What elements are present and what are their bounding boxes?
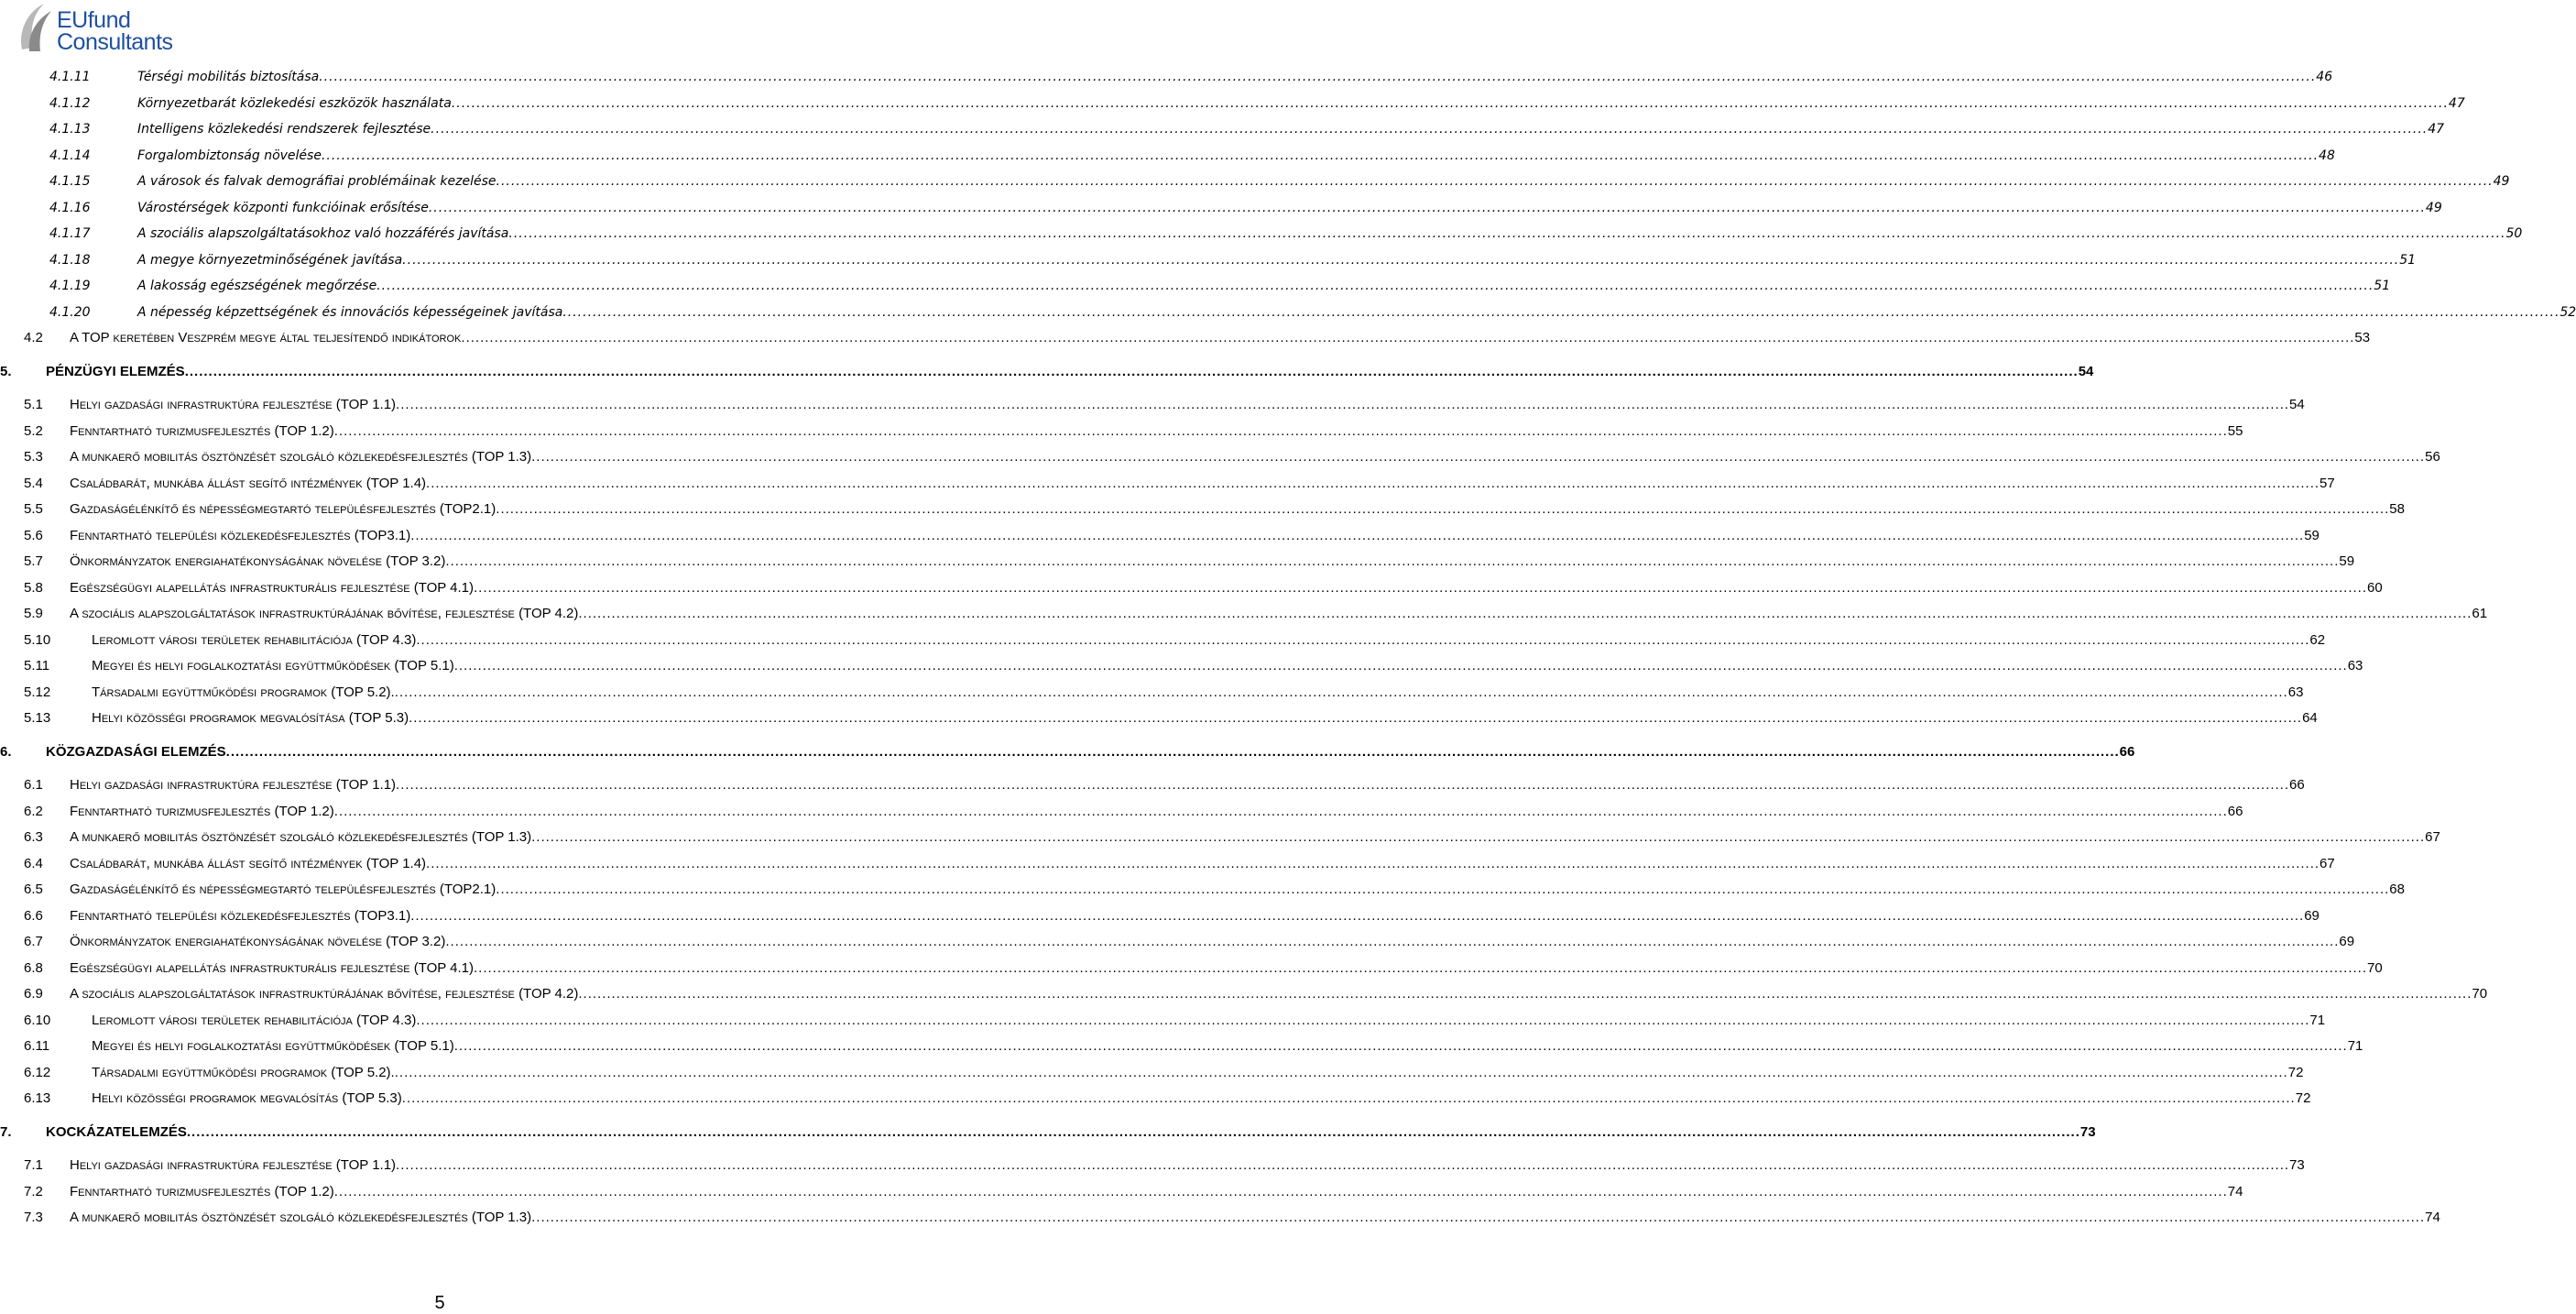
toc-entry-title: A TOP keretében Veszprém megye által teljesítendő indikátorok (70, 330, 462, 345)
toc-entry-number: 5.13 (24, 710, 51, 726)
logo-text-consultants: Consultants (57, 29, 173, 55)
toc-entry-number: 5.2 (24, 422, 43, 439)
toc-entry[interactable] (0, 683, 2304, 703)
toc-entry[interactable] (0, 578, 2383, 598)
toc-entry-title: Helyi gazdasági infrastruktúra fejlesztése (TOP 1.1) (70, 1157, 397, 1173)
toc-dot-leader: ................................................................................................................................................................................................................................................................................................................................................................................................................ (508, 226, 2506, 241)
toc-entry-title: A szociális alapszolgáltatásokhoz való hozzáférés javítása (137, 226, 509, 241)
toc-entry-title: Önkormányzatok energiahatékonyságának növelése (TOP 3.2) (70, 934, 446, 949)
toc-entry[interactable] (0, 1036, 2363, 1057)
toc-dot-leader: ................................................................................................................................................................................................................................................................................................................................................................................................................ (401, 1090, 2296, 1106)
toc-entry-number: 5.10 (24, 631, 51, 648)
toc-entry[interactable] (0, 362, 2094, 382)
toc-entry-title: Társadalmi együttműködési programok (TOP 5.2). (92, 1064, 395, 1080)
toc-entry-page: 47 (2448, 95, 2465, 111)
toc-entry-number: 6.8 (24, 959, 43, 976)
toc-entry-title: A munkaerő mobilitás ösztönzését szolgáló közlekedésfejlesztés (TOP 1.3) (70, 1210, 532, 1225)
toc-dot-leader: ................................................................................................................................................................................................................................................................................................................................................................................................................ (394, 684, 2288, 700)
toc-dot-leader: ................................................................................................................................................................................................................................................................................................................................................................................................................ (453, 658, 2348, 673)
toc-entry-title: Helyi gazdasági infrastruktúra fejlesztése (TOP 1.1) (70, 397, 397, 412)
toc-dot-leader: ................................................................................................................................................................................................................................................................................................................................................................................................................ (396, 397, 2290, 412)
toc-dot-leader: ................................................................................................................................................................................................................................................................................................................................................................................................................ (333, 422, 2228, 439)
toc-entry-page: 56 (2425, 449, 2440, 465)
toc-entry[interactable] (0, 1155, 2305, 1176)
toc-dot-leader: ................................................................................................................................................................................................................................................................................................................................................................................................................ (531, 449, 2426, 465)
toc-dot-leader: ................................................................................................................................................................................................................................................................................................................................................................................................................ (562, 304, 2560, 320)
toc-entry-title: Helyi közösségi programok megvalósítása (TOP 5.3) (92, 710, 409, 726)
toc-dot-leader: ................................................................................................................................................................................................................................................................................................................................................................................................................ (428, 200, 2426, 215)
toc-entry-number: 6.13 (24, 1090, 51, 1106)
toc-entry-page: 48 (2319, 148, 2335, 163)
toc-dot-leader: ................................................................................................................................................................................................................................................................................................................................................................................................................ (426, 855, 2320, 871)
toc-entry-number: 5.11 (24, 658, 50, 673)
toc-dot-leader: ................................................................................................................................................................................................................................................................................................................................................................................................................ (396, 1157, 2290, 1173)
toc-entry-page: 63 (2347, 658, 2363, 673)
toc-entry[interactable] (0, 395, 2305, 415)
toc-dot-leader: ................................................................................................................................................................................................................................................................................................................................................................................................................ (474, 959, 2368, 976)
toc-entry-page: 54 (2289, 397, 2305, 412)
toc-entry-title: Gazdaságélénkítő és népességmegtartó településfejlesztés (TOP2.1) (70, 881, 497, 897)
toc-entry-number: 4.1.12 (49, 95, 91, 111)
toc-entry-page: 66 (2289, 777, 2305, 793)
toc-entry-number: 6.7 (24, 934, 43, 949)
toc-entry-number: 6.12 (24, 1064, 51, 1080)
toc-entry-page: 50 (2505, 226, 2523, 241)
toc-entry-number: 4.1.15 (49, 174, 91, 189)
page-number: 5 (434, 1293, 445, 1313)
toc-entry[interactable] (0, 1182, 2243, 1202)
toc-dot-leader: ................................................................................................................................................................................................................................................................................................................................................................................................................ (377, 279, 2374, 293)
toc-entry-number: 6.9 (24, 986, 43, 1002)
toc-entry-number: 6.10 (24, 1012, 51, 1028)
toc-entry[interactable] (0, 526, 2319, 546)
toc-entry-title: A lakosság egészségének megőrzése (137, 279, 377, 293)
toc-dot-leader: ................................................................................................................................................................................................................................................................................................................................................................................................................ (453, 1038, 2348, 1054)
toc-entry-page: 54 (2078, 363, 2094, 379)
toc-entry[interactable] (0, 447, 2440, 467)
toc-entry-number: 6.11 (24, 1038, 50, 1054)
toc-entry-title: A munkaerő mobilitás ösztönzését szolgáló közlekedésfejlesztés (TOP 1.3) (70, 829, 532, 845)
toc-entry[interactable] (0, 827, 2440, 848)
toc-dot-leader: ................................................................................................................................................................................................................................................................................................................................................................................................................ (396, 777, 2290, 793)
toc-entry[interactable] (0, 119, 2445, 139)
toc-entry-title: A megye környezetminőségének javítása (137, 252, 403, 268)
toc-entry-number: 6.5 (24, 881, 43, 897)
toc-entry[interactable] (0, 604, 2488, 624)
toc-entry-page: 60 (2367, 579, 2383, 596)
toc-entry[interactable] (0, 880, 2405, 900)
toc-entry-page: 66 (2227, 803, 2243, 819)
toc-entry-number: 5.1 (24, 397, 43, 412)
toc-entry-number: 4.1.14 (49, 148, 91, 163)
toc-entry-title: KOCKÁZATELEMZÉS (46, 1123, 187, 1140)
toc-entry-title: Leromlott városi területek rehabilitációja (TOP 4.3) (92, 631, 417, 648)
toc-entry-number: 5.7 (24, 553, 43, 569)
toc-entry-number: 7.1 (24, 1157, 43, 1173)
toc-dot-leader: ................................................................................................................................................................................................................................................................................................................................................................................................................ (416, 631, 2310, 648)
toc-entry-page: 58 (2389, 501, 2405, 517)
toc-entry-page: 70 (2367, 959, 2383, 976)
toc-entry[interactable] (0, 422, 2243, 442)
toc-dot-leader: ................................................................................................................................................................................................................................................................................................................................................................................................................ (445, 553, 2340, 569)
toc-entry-number: 5.3 (24, 449, 43, 465)
toc-entry-page: 49 (2493, 174, 2510, 189)
toc-dot-leader: ................................................................................................................................................................................................................................................................................................................................................................................................................ (402, 252, 2400, 268)
toc-entry[interactable] (0, 499, 2405, 520)
toc-entry-page: 47 (2428, 122, 2445, 137)
toc-entry[interactable] (0, 742, 2135, 762)
toc-entry-title: Helyi gazdasági infrastruktúra fejlesztése (TOP 1.1) (70, 777, 397, 793)
toc-dot-leader: ................................................................................................................................................................................................................................................................................................................................................................................................................ (451, 95, 2449, 111)
toc-entry-number: 5.4 (24, 475, 43, 491)
toc-entry[interactable] (0, 775, 2305, 795)
toc-dot-leader: ................................................................................................................................................................................................................................................................................................................................................................................................................ (474, 579, 2368, 596)
toc-entry-title: Környezetbarát közlekedési eszközök használata (137, 95, 452, 111)
toc-entry-title: Megyei és helyi foglalkoztatási együttműködések (TOP 5.1) (92, 1038, 454, 1054)
toc-dot-leader: ................................................................................................................................................................................................................................................................................................................................................................................................................ (409, 710, 2303, 726)
toc-dot-leader: ................................................................................................................................................................................................................................................................................................................................................................................................................ (445, 934, 2340, 949)
toc-entry-title: Társadalmi együttműködési programok (TOP 5.2). (92, 684, 395, 700)
toc-entry-page: 73 (2079, 1123, 2096, 1140)
toc-entry-title: KÖZGAZDASÁGI ELEMZÉS (46, 743, 226, 760)
toc-dot-leader: ................................................................................................................................................................................................................................................................................................................................................................................................................ (496, 174, 2494, 189)
toc-entry-page: 72 (2295, 1090, 2311, 1106)
toc-entry[interactable] (0, 1208, 2440, 1228)
toc-entry-title: Egészségügyi alapellátás infrastrukturális fejlesztése (TOP 4.1) (70, 959, 475, 976)
toc-entry[interactable] (0, 302, 2576, 323)
toc-entry-number: 5.6 (24, 527, 43, 543)
toc-entry[interactable] (0, 276, 2391, 296)
toc-entry-title: Fenntartható turizmusfejlesztés (TOP 1.2) (70, 422, 334, 439)
toc-entry-title: A munkaerő mobilitás ösztönzését szolgáló közlekedésfejlesztés (TOP 1.3) (70, 449, 532, 465)
toc-dot-leader: ................................................................................................................................................................................................................................................................................................................................................................................................................ (578, 986, 2472, 1002)
toc-entry-number: 4.2 (24, 330, 43, 345)
toc-dot-leader: ................................................................................................................................................................................................................................................................................................................................................................................................................ (225, 743, 2120, 760)
toc-entry-number: 4.1.19 (49, 279, 91, 293)
toc-entry-number: 4.1.18 (49, 252, 91, 268)
toc-entry-title: Leromlott városi területek rehabilitációja (TOP 4.3) (92, 1012, 417, 1028)
toc-entry-title: Helyi közösségi programok megvalósítás (TOP 5.3) (92, 1090, 402, 1106)
toc-dot-leader: ................................................................................................................................................................................................................................................................................................................................................................................................................ (186, 1123, 2080, 1140)
toc-dot-leader: ................................................................................................................................................................................................................................................................................................................................................................................................................ (321, 148, 2319, 163)
toc-dot-leader: ................................................................................................................................................................................................................................................................................................................................................................................................................ (496, 501, 2390, 517)
toc-entry-page: 68 (2389, 881, 2405, 897)
toc-entry-page: 55 (2227, 422, 2243, 439)
toc-entry-number: 5.5 (24, 501, 43, 517)
toc-entry-number: 6.2 (24, 803, 43, 819)
toc-entry[interactable] (0, 250, 2417, 270)
toc-entry-title: Családbarát, munkába állást segítő intézmények (TOP 1.4) (70, 855, 427, 871)
toc-entry-page: 64 (2302, 710, 2318, 726)
toc-entry[interactable] (0, 67, 2333, 87)
toc-entry[interactable] (0, 854, 2335, 874)
toc-entry-number: 7. (0, 1123, 12, 1140)
toc-entry[interactable] (0, 198, 2442, 218)
toc-dot-leader: ................................................................................................................................................................................................................................................................................................................................................................................................................ (333, 803, 2228, 819)
toc-entry-title: A népesség képzettségének és innovációs képességeinek javítása (137, 304, 563, 320)
toc-entry[interactable] (0, 1063, 2304, 1083)
toc-dot-leader: ................................................................................................................................................................................................................................................................................................................................................................................................................ (394, 1064, 2288, 1080)
toc-dot-leader: ................................................................................................................................................................................................................................................................................................................................................................................................................ (496, 881, 2390, 897)
toc-entry-number: 7.2 (24, 1183, 43, 1199)
toc-entry-title: Gazdaságélénkítő és népességmegtartó településfejlesztés (TOP2.1) (70, 501, 497, 517)
toc-entry-page: 63 (2287, 684, 2304, 700)
toc-entry-number: 4.1.11 (49, 70, 91, 84)
toc-entry-page: 57 (2319, 475, 2335, 491)
toc-entry-title: Családbarát, munkába állást segítő intézmények (TOP 1.4) (70, 475, 427, 491)
toc-entry-title: Egészségügyi alapellátás infrastrukturális fejlesztése (TOP 4.1) (70, 579, 475, 596)
toc-entry-page: 59 (2339, 553, 2355, 569)
toc-entry-page: 49 (2425, 200, 2442, 215)
toc-dot-leader: ................................................................................................................................................................................................................................................................................................................................................................................................................ (319, 70, 2317, 84)
toc-entry[interactable] (0, 552, 2355, 572)
toc-entry-title: A szociális alapszolgáltatások infrastruktúrájának bővítése, fejlesztése (TOP 4.2) (70, 986, 579, 1002)
toc-entry-title: Forgalombiztonság növelése (137, 148, 322, 163)
toc-entry-title: Fenntartható települési közlekedésfejlesztés (TOP3.1) (70, 907, 411, 924)
toc-entry-number: 5. (0, 363, 12, 379)
toc-entry-page: 66 (2119, 743, 2135, 760)
toc-entry[interactable] (0, 474, 2335, 494)
toc-entry[interactable] (0, 171, 2510, 192)
toc-entry-page: 51 (2374, 279, 2391, 293)
toc-entry-page: 51 (2399, 252, 2417, 268)
toc-dot-leader: ................................................................................................................................................................................................................................................................................................................................................................................................................ (531, 829, 2426, 845)
toc-entry-title: Megyei és helyi foglalkoztatási együttműködések (TOP 5.1) (92, 658, 454, 673)
toc-entry-page: 69 (2304, 907, 2319, 924)
toc-dot-leader: ................................................................................................................................................................................................................................................................................................................................................................................................................ (184, 363, 2079, 379)
toc-entry-title: Fenntartható települési közlekedésfejlesztés (TOP3.1) (70, 527, 411, 543)
toc-entry[interactable] (0, 708, 2318, 728)
toc-entry-number: 6. (0, 743, 12, 760)
toc-entry-number: 4.1.13 (49, 122, 91, 137)
toc-entry-number: 5.8 (24, 579, 43, 596)
toc-dot-leader: ................................................................................................................................................................................................................................................................................................................................................................................................................ (578, 606, 2472, 621)
toc-dot-leader: ................................................................................................................................................................................................................................................................................................................................................................................................................ (333, 1183, 2228, 1199)
toc-entry-page: 67 (2425, 829, 2440, 845)
toc-entry[interactable] (0, 224, 2523, 244)
toc-entry-title: PÉNZÜGYI ELEMZÉS (46, 363, 185, 379)
toc-dot-leader: ................................................................................................................................................................................................................................................................................................................................................................................................................ (531, 1210, 2426, 1225)
toc-entry-page: 73 (2289, 1157, 2305, 1173)
toc-entry-number: 4.1.20 (49, 304, 91, 320)
toc-entry[interactable] (0, 328, 2371, 348)
toc-entry[interactable] (0, 1089, 2311, 1109)
toc-entry-page: 69 (2339, 934, 2355, 949)
toc-entry-page: 62 (2309, 631, 2326, 648)
toc-entry-title: Térségi mobilitás biztosítása (137, 70, 320, 84)
toc-entry-page: 72 (2287, 1064, 2304, 1080)
toc-entry-page: 67 (2319, 855, 2335, 871)
toc-entry-page: 53 (2354, 330, 2371, 345)
toc-entry-page: 71 (2309, 1012, 2326, 1028)
toc-entry[interactable] (0, 984, 2488, 1004)
toc-dot-leader: ................................................................................................................................................................................................................................................................................................................................................................................................................ (416, 1012, 2310, 1028)
toc-entry-title: Önkormányzatok energiahatékonyságának növelése (TOP 3.2) (70, 553, 446, 569)
toc-entry-number: 4.1.17 (49, 226, 91, 241)
toc-dot-leader: ................................................................................................................................................................................................................................................................................................................................................................................................................ (426, 475, 2320, 491)
toc-dot-leader: ................................................................................................................................................................................................................................................................................................................................................................................................................ (410, 907, 2305, 924)
logo-text-eufund: EUfund (57, 7, 131, 33)
toc-entry[interactable] (0, 932, 2355, 952)
toc-entry-number: 5.9 (24, 606, 43, 621)
toc-entry-title: Fenntartható turizmusfejlesztés (TOP 1.2) (70, 1183, 334, 1199)
toc-entry[interactable] (0, 656, 2363, 676)
toc-entry[interactable] (0, 93, 2465, 114)
toc-entry-number: 6.1 (24, 777, 43, 793)
toc-entry[interactable] (0, 146, 2335, 166)
toc-entry-page: 61 (2472, 606, 2488, 621)
toc-entry-page: 52 (2560, 304, 2576, 320)
toc-entry-page: 74 (2227, 1183, 2243, 1199)
toc-entry-title: A városok és falvak demográfiai problémáinak kezelése (137, 174, 497, 189)
toc-entry-page: 71 (2347, 1038, 2363, 1054)
toc-entry[interactable] (0, 1122, 2096, 1143)
toc-entry-number: 5.12 (24, 684, 51, 700)
toc-entry-title: Intelligens közlekedési rendszerek fejlesztése (137, 122, 431, 137)
toc-entry-number: 6.6 (24, 907, 43, 924)
toc-entry-page: 70 (2472, 986, 2488, 1002)
toc-dot-leader: ................................................................................................................................................................................................................................................................................................................................................................................................................ (461, 330, 2355, 345)
toc-entry[interactable] (0, 630, 2326, 651)
toc-dot-leader: ................................................................................................................................................................................................................................................................................................................................................................................................................ (410, 527, 2305, 543)
toc-entry-number: 6.3 (24, 829, 43, 845)
toc-entry-title: Fenntartható turizmusfejlesztés (TOP 1.2) (70, 803, 334, 819)
toc-dot-leader: ................................................................................................................................................................................................................................................................................................................................................................................................................ (431, 122, 2429, 137)
toc-entry-title: Várostérségek központi funkcióinak erősítése (137, 200, 429, 215)
toc-entry-title: A szociális alapszolgáltatások infrastruktúrájának bővítése, fejlesztése (TOP 4.2) (70, 606, 579, 621)
toc-entry-page: 46 (2316, 70, 2333, 84)
toc-entry[interactable] (0, 802, 2243, 822)
toc-entry[interactable] (0, 1011, 2326, 1031)
toc-entry-number: 7.3 (24, 1210, 43, 1225)
toc-entry-page: 74 (2425, 1210, 2440, 1225)
toc-entry-number: 6.4 (24, 855, 43, 871)
toc-entry-page: 59 (2304, 527, 2319, 543)
toc-entry-number: 4.1.16 (49, 200, 91, 215)
toc-entry[interactable] (0, 958, 2383, 979)
toc-entry[interactable] (0, 906, 2319, 926)
